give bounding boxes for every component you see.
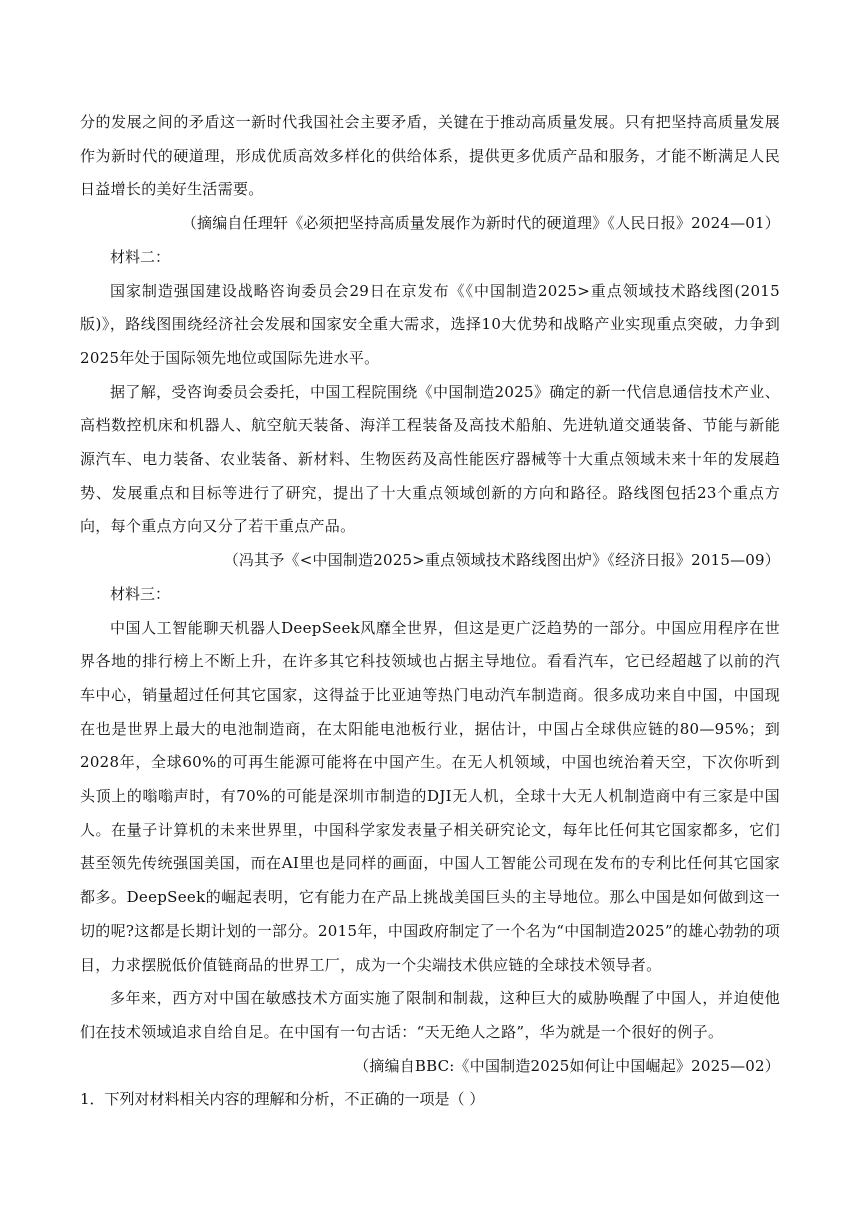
material2-paragraph-2: 据了解，受咨询委员会委托，中国工程院围绕《中国制造2025》确定的新一代信息通信技术产业、高档数控机床和机器人、航空航天装备、海洋工程装备及高技术船舶、先进轨道交通装备、节能与新能源汽车、电力装备、农业装备、新材料、生物医药及高性能医疗器械等十大重点领域未来十年的发展趋势、发展重点和目标等进行了研究，提出了十大重点领域创新的方向和路径。路线图包括23个重点方向，每个重点方向又分了若干重点产品。 <box>80 382 780 536</box>
material2-paragraph-1: 国家制造强国建设战略咨询委员会29日在京发布《《中国制造2025>重点领域技术路线图(2015版)》，路线图围绕经济社会发展和国家安全重大需求，选择10大优势和战略产业实现重点突破，力争到2025年处于国际领先地位或国际先进水平。 <box>80 281 780 367</box>
material2-label: 材料二： <box>110 247 171 266</box>
material3-source: （摘编自BBC:《中国制造2025如何让中国崛起》2025—02） <box>354 1056 780 1075</box>
material1-tail-paragraph: 分的发展之间的矛盾这一新时代我国社会主要矛盾，关键在于推动高质量发展。只有把坚持高质量发展作为新时代的硬道理，形成优质高效多样化的供给体系，提供更多优质产品和服务，才能不断满足人民日益增长的美好生活需要。 <box>80 113 780 199</box>
material2-source: （冯其予《<中国制造2025>重点领域技术路线图出炉》《经济日报》2015—09） <box>223 551 780 570</box>
material3-paragraph-2: 多年来，西方对中国在敏感技术方面实施了限制和制裁，这种巨大的威胁唤醒了中国人，并迫使他们在技术领域追求自给自足。在中国有一句古话：“天无绝人之路”，华为就是一个很好的例子。 <box>80 989 780 1041</box>
material3-paragraph-1: 中国人工智能聊天机器人DeepSeek风靡全世界，但这是更广泛趋势的一部分。中国应用程序在世界各地的排行榜上不断上升，在许多其它科技领域也占据主导地位。看看汽车，它已经超越了以前的汽车中心，销量超过任何其它国家，这得益于比亚迪等热门电动汽车制造商。很多成功来自中国，中国现在也是世界上最大的电池制造商，在太阳能电池板行业，据估计，中国占全球供应链的80—95%；到2028年，全球60%的可再生能源可能将在中国产生。在无人机领域，中国也统治着天空，下次你听到头顶上的嗡嗡声时，有70%的可能是深圳市制造的DJI无人机，全球十大无人机制造商中有三家是中国人。在量子计算机的未来世界里，中国科学家发表量子相关研究论文，每年比任何其它国家都多，它们甚至领先传统强国美国，而在AI里也是同样的画面，中国人工智能公司现在发布的专利比任何其它国家都多。DeepSeek的崛起表明，它有能力在产品上挑战美国巨头的主导地位。那么中国是如何做到这一切的呢?这都是长期计划的一部分。2015年，中国政府制定了一个名为“中国制造2025”的雄心勃勃的项目，力求摆脱低价值链商品的世界工厂，成为一个尖端技术供应链的全球技术领导者。 <box>80 618 780 974</box>
document-page <box>80 106 780 1117</box>
material1-source: （摘编自任理轩《必须把坚持高质量发展作为新时代的硬道理》《人民日报》2024—01） <box>181 214 780 233</box>
material3-label: 材料三： <box>110 584 171 603</box>
question-1: 1．下列对材料相关内容的理解和分析，不正确的一项是（ ） <box>80 1090 485 1109</box>
